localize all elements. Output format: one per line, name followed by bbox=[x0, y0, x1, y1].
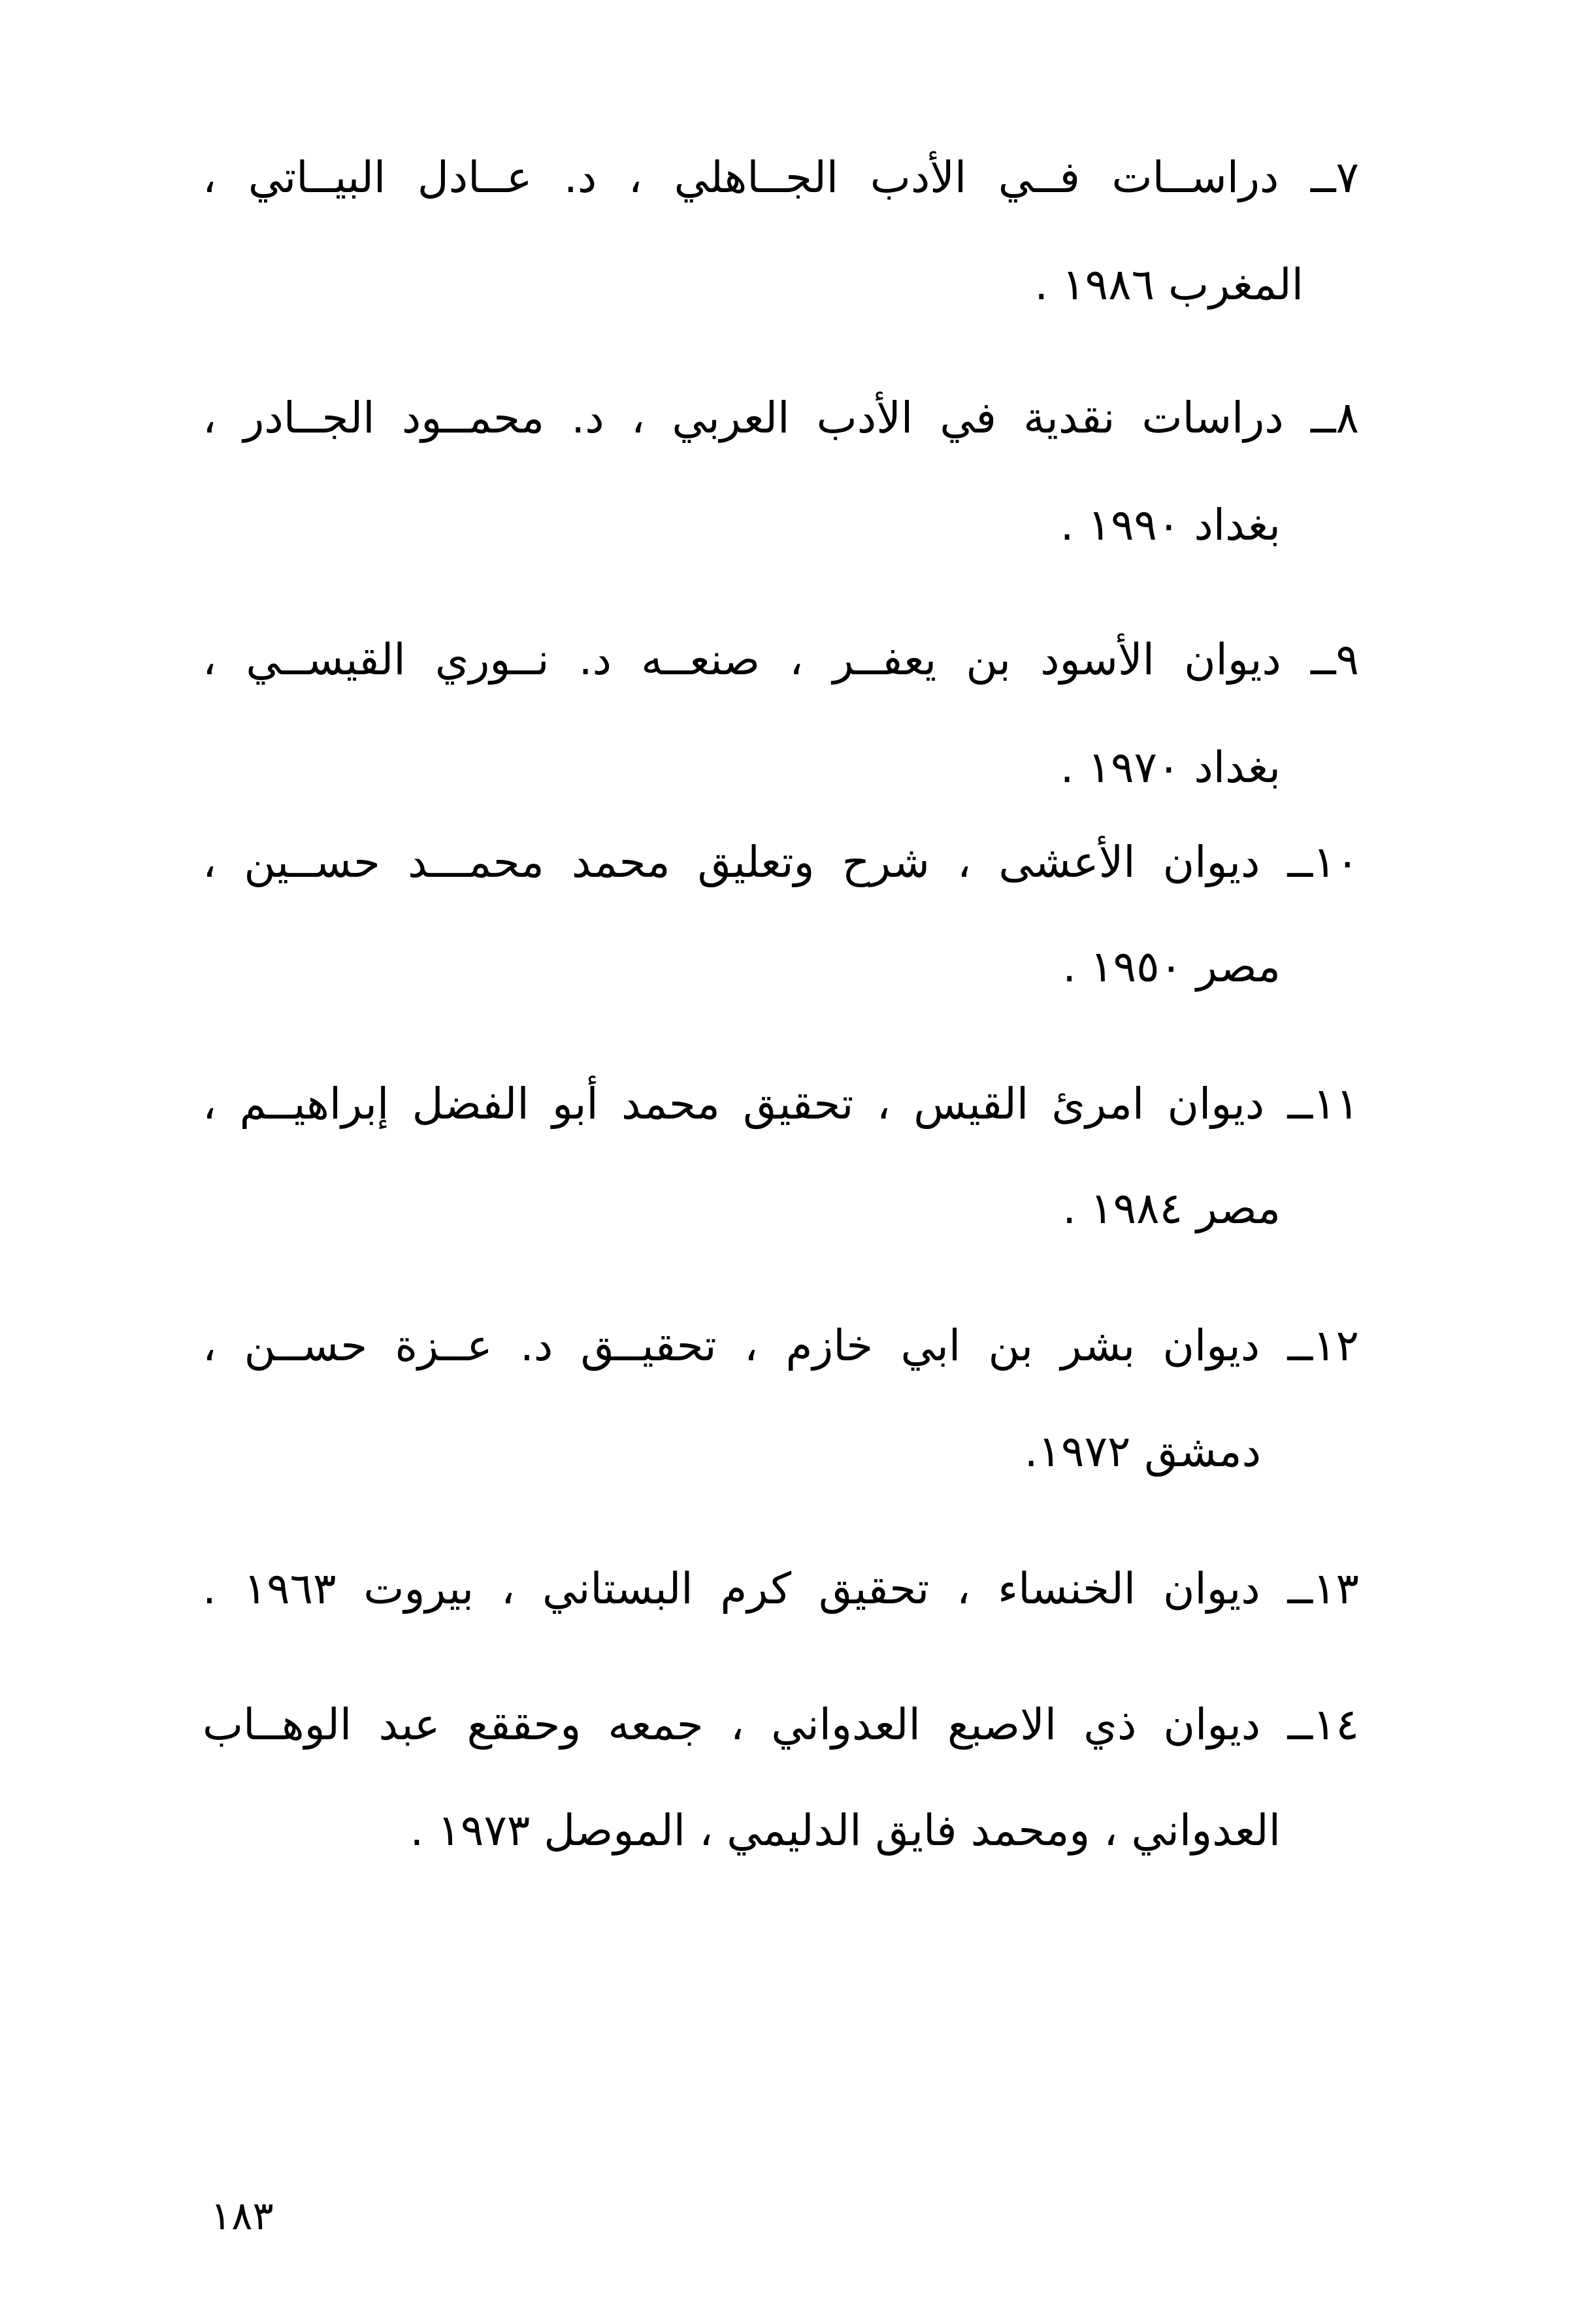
reference-10-line-1: ١٠ــ ديوان الأعشى ، شرح وتعليق محمد محمـــد حســين ، bbox=[203, 837, 1359, 887]
page-number: ١٨٣ bbox=[210, 2193, 274, 2239]
reference-9-line-2: بغداد ١٩٧٠ . bbox=[1060, 742, 1281, 793]
reference-14-line-2: العدواني ، ومحمد فايق الدليمي ، الموصل ١٩٧٣ . bbox=[410, 1805, 1281, 1856]
reference-12-line-1: ١٢ــ ديوان بشر بن ابي خازم ، تحقيــق د. عــزة حســن ، bbox=[203, 1320, 1359, 1371]
reference-8-line-2: بغداد ١٩٩٠ . bbox=[1060, 500, 1281, 550]
reference-9-line-1: ٩ــ ديوان الأسود بن يعفــر ، صنعــه د. نــوري القيســي ، bbox=[203, 634, 1359, 685]
reference-7-line-1: ٧ــ دراســات فــي الأدب الجــاهلي ، د. عــادل البيــاتي ، bbox=[203, 152, 1359, 203]
reference-13-line-1: ١٣ــ ديوان الخنساء ، تحقيق كرم البستاني ، بيروت ١٩٦٣ . bbox=[203, 1563, 1359, 1614]
reference-11-line-2: مصر ١٩٨٤ . bbox=[1062, 1183, 1281, 1234]
reference-10-line-2: مصر ١٩٥٠ . bbox=[1062, 941, 1281, 992]
reference-8-line-1: ٨ــ دراسات نقدية في الأدب العربي ، د. محمــود الجــادر ، bbox=[203, 393, 1359, 443]
reference-14-line-1: ١٤ــ ديوان ذي الاصبع العدواني ، جمعه وحققع عبد الوهــاب bbox=[203, 1699, 1359, 1750]
reference-7-line-2: المغرب ١٩٨٦ . bbox=[1034, 259, 1304, 310]
reference-12-line-2: دمشق ١٩٧٢. bbox=[1024, 1426, 1261, 1477]
reference-11-line-1: ١١ــ ديوان امرئ القيس ، تحقيق محمد أبو الفضل إبراهيــم ، bbox=[203, 1079, 1359, 1129]
